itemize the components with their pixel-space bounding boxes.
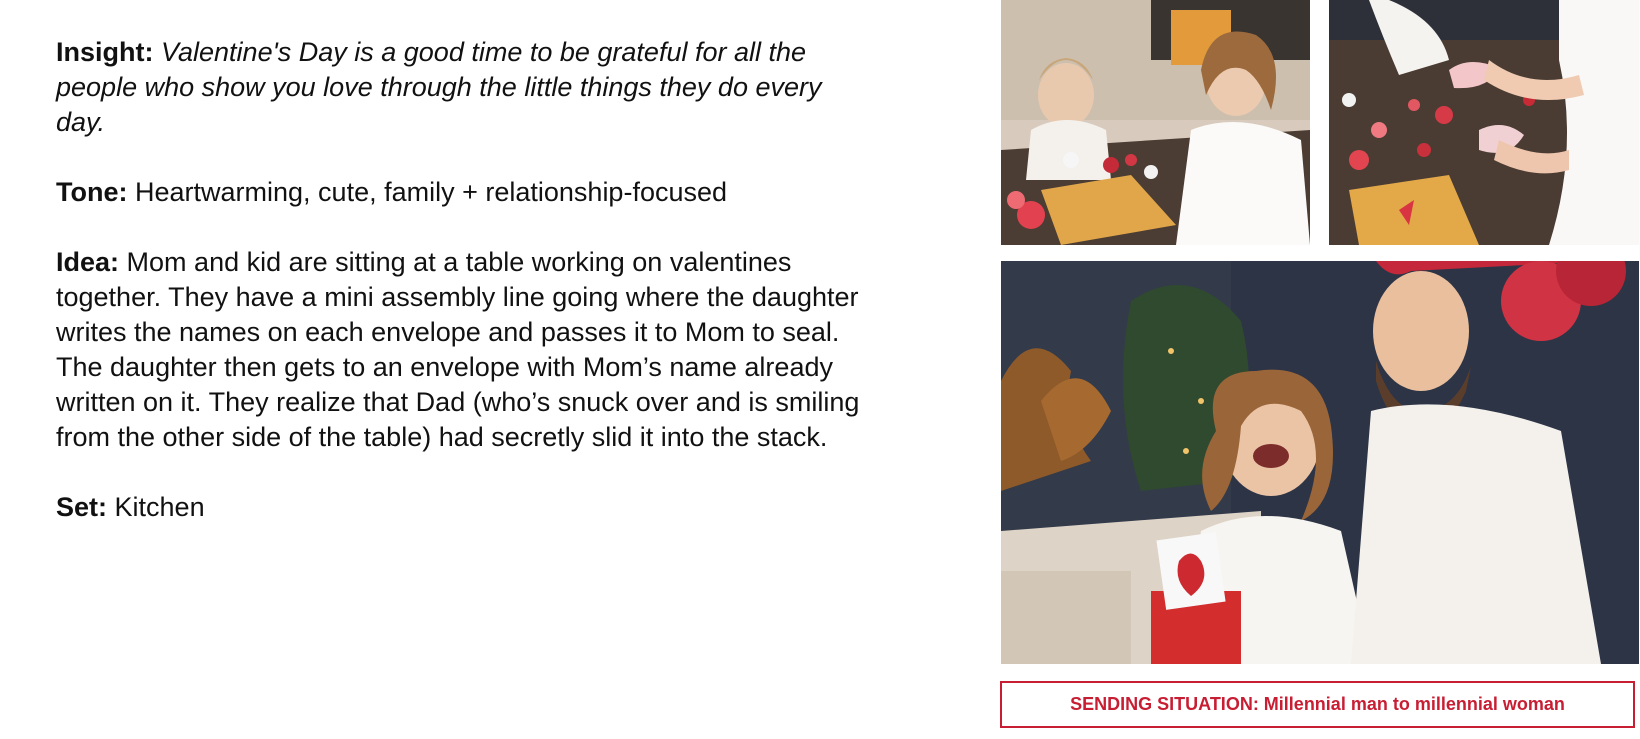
tone-paragraph [56, 175, 876, 210]
couple-valentine-gift-photo [1001, 261, 1639, 664]
idea-paragraph [56, 245, 876, 455]
insight-text: Valentine's Day is a good time to be grateful for all the people who show you love through the little things they do every day. [56, 37, 822, 137]
mother-daughter-crafting-photo [1001, 0, 1310, 245]
set-paragraph [56, 490, 876, 525]
idea-text: Mom and kid are sitting at a table working on valentines together. They have a mini assembly line going where the daughter writes the names on each envelope and passes it to Mom to seal. The daughter then gets to an envelope with Mom’s name already written on it. They realize that Dad (who’s snuck over and is smiling from the other side of the table) had secretly slid it into the stack. [56, 247, 860, 452]
tone-label: Tone: [56, 177, 128, 207]
tone-text: Heartwarming, cute, family + relationship-focused [135, 177, 728, 207]
hands-cutting-hearts-photo [1329, 0, 1639, 245]
idea-label: Idea: [56, 247, 120, 277]
sending-situation-text: SENDING SITUATION: Millennial man to millennial woman [1070, 694, 1565, 714]
set-text: Kitchen [114, 492, 205, 522]
insight-label: Insight: [56, 37, 154, 67]
insight-paragraph [56, 35, 876, 140]
sending-situation-box [1000, 681, 1635, 728]
brief-text [56, 35, 876, 560]
set-label: Set: [56, 492, 108, 522]
